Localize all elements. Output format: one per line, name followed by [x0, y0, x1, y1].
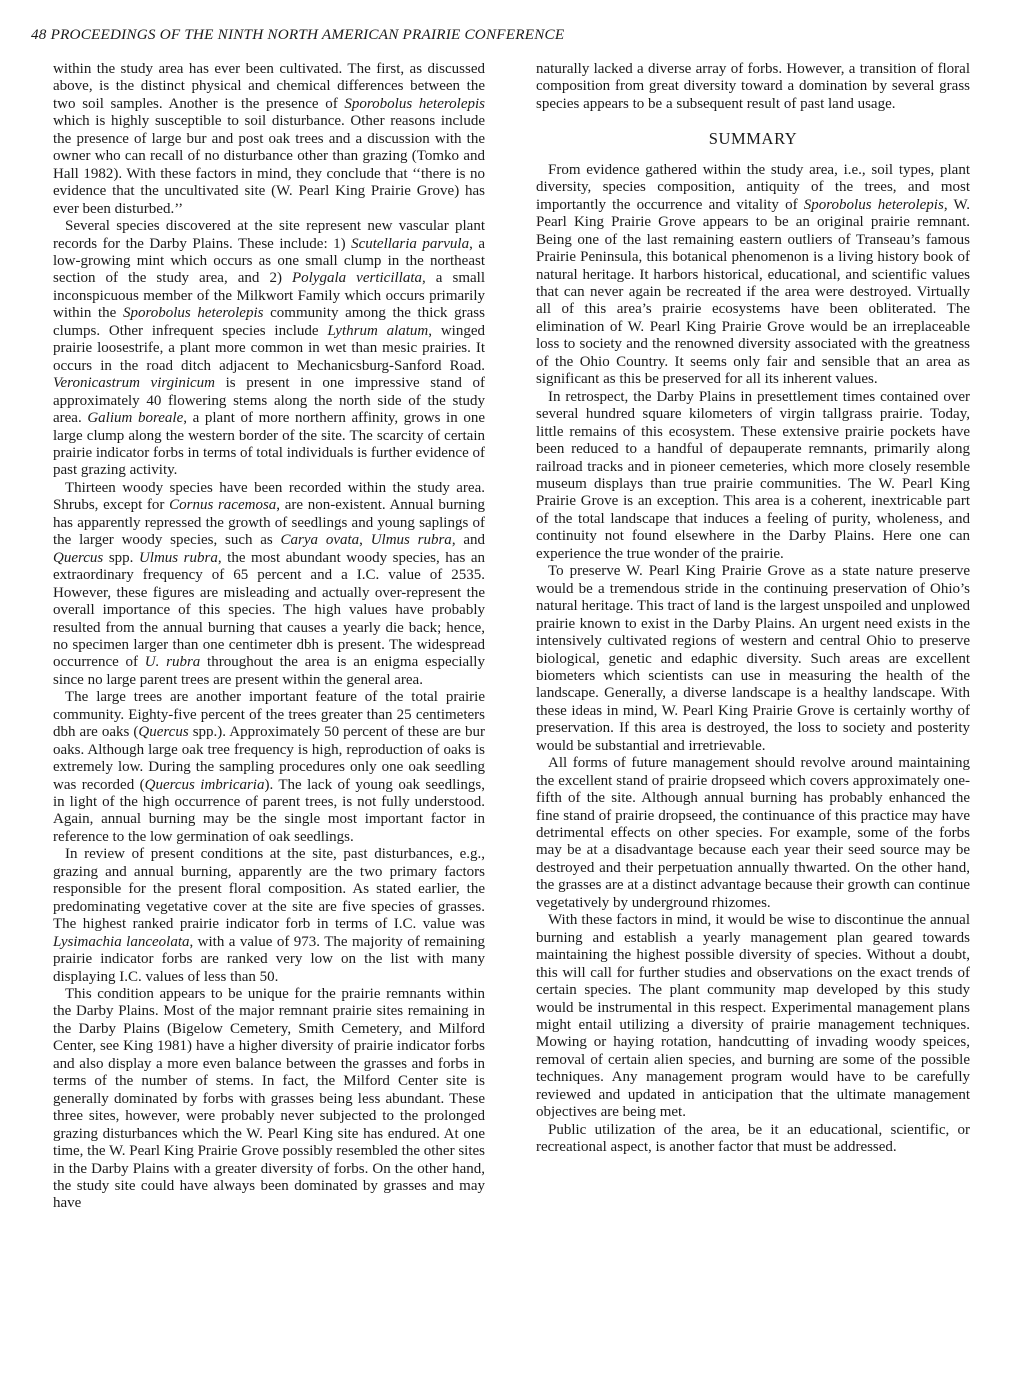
- body-paragraph: Several species discovered at the site represent new vascular plant records for the Darby Plains. These include: 1) Scutellaria parvula, a low-growing mint which occurs as one small clump in the northeast section of the study area, and 2) Polygala verticillata, a small inconspicuous member of the Milkwort Family which occurs primarily within the Sporobolus heterolepis community among the thick grass clumps. Other infrequent species include Lythrum alatum, winged prairie loosestrife, a plant more common in wet than mesic prairies. It occurs in the road ditch adjacent to Mechanicsburg-Sanford Road. Veronicastrum virginicum is present in one impressive stand of approximately 40 flowering stems along the north side of the study area. Galium boreale, a plant of more northern affinity, grows in one large clump along the western border of the site. The scarcity of certain prairie indicator forbs in terms of total individuals is further evidence of past grazing activity.: [53, 218, 485, 479]
- species-name: Cornus racemosa: [169, 497, 277, 514]
- body-paragraph: This condition appears to be unique for the prairie remnants within the Darby Plains. Most of the major remnant prairie sites remaining in the Darby Plains (Bigelow Cemetery, Smith Cemetery, and Milford Center, see King 1981) have a higher diversity of prairie indicator forbs and also display a more even balance between the grasses and forbs in terms of the number of stems. In fact, the Milford Center site is generally dominated by forbs with grasses being less abundant. These three sites, however, were probably never subjected to the prolonged grazing disturbances which the W. Pearl King site has endured. At one time, the W. Pearl King Prairie Grove possibly resembled the other sites in the Darby Plains with a greater diversity of forbs. On the other hand, the study site could have always been dominated by grasses and may have: [53, 986, 485, 1212]
- species-name: Ulmus rubra: [370, 532, 452, 549]
- species-name: Quercus: [138, 724, 189, 741]
- species-name: Ulmus rubra: [138, 549, 218, 566]
- species-name: Quercus: [53, 549, 104, 566]
- running-header: [31, 26, 991, 44]
- species-name: Polygala verticillata: [291, 270, 422, 287]
- body-paragraph: within the study area has ever been cultivated. The first, as discussed above, is the distinct physical and chemical differences between the two soil samples. Another is the presence of Sporobolus heterolepis which is highly susceptible to soil disturbance. Other reasons include the presence of large bur and post oak trees and a discussion with the owner who can recall of no disturbance other than grazing (Tomko and Hall 1982). With these factors in mind, they conclude that ‘‘there is no evidence that the uncultivated site (W. Pearl King Prairie Grove) has ever been disturbed.’’: [53, 61, 485, 217]
- species-name: Veronicastrum virginicum: [53, 375, 215, 392]
- species-name: Galium boreale: [87, 410, 184, 427]
- body-paragraph: To preserve W. Pearl King Prairie Grove as a state nature preserve would be a tremendous stride in the continuing preservation of Ohio’s natural heritage. This tract of land is the largest unspoiled and unplowed prairie known to exist in the Darby Plains. An urgent need exists in the intensively cultivated regions of western and central Ohio to preserve biological, genetic and edaphic diversity. Such areas are excellent biometers which scientists can use in measuring the health of the landscape. Generally, a diverse landscape is a healthy landscape. With these ideas in mind, W. Pearl King Prairie Grove is certainly worthy of preservation. If this area is destroyed, the loss to society and posterity would be substantial and irretrievable.: [536, 563, 970, 754]
- body-paragraph: Public utilization of the area, be it an educational, scientific, or recreational aspect, is another factor that must be addressed.: [536, 1121, 970, 1156]
- species-name: Sporobolus heterolepis: [344, 95, 485, 112]
- species-name: Quercus imbricaria: [144, 776, 265, 793]
- species-name: Lysimachia lanceolata: [53, 933, 190, 950]
- body-paragraph: In retrospect, the Darby Plains in presettlement times contained over several hundred square kilometers of virgin tallgrass prairie. Today, little remains of this ecosystem. These extensive prairie pockets have been reduced to a handful of depauperate remnants, primarily along railroad tracks and in pioneer cemeteries, which more closely resemble museum displays than true prairie communities. The W. Pearl King Prairie Grove is an exception. This area is a coherent, inextricable part of the total landscape that induces a feeling of purity, wholeness, and continuity not found elsewhere in the Darby Plains. Here one can experience the true wonder of the prairie.: [536, 388, 970, 562]
- running-title: PROCEEDINGS OF THE NINTH NORTH AMERICAN PRAIRIE CONFERENCE: [50, 26, 565, 43]
- section-heading-summary: SUMMARY: [708, 129, 798, 149]
- body-paragraph: In review of present conditions at the site, past disturbances, e.g., grazing and annual burning, apparently are the two primary factors responsible for the present floral composition. As stated earlier, the predominating vegetative cover at the site are five species of grasses. The highest ranked prairie indicator forb in terms of I.C. value was Lysimachia lanceolata, with a value of 973. The majority of remaining prairie indicator forbs are ranked very low on the list with many displaying I.C. values of less than 50.: [53, 846, 485, 985]
- body-paragraph: Thirteen woody species have been recorded within the study area. Shrubs, except for Cornus racemosa, are non-existent. Annual burning has apparently repressed the growth of seedlings and young saplings of the larger woody species, such as Carya ovata, Ulmus rubra, and Quercus spp. Ulmus rubra, the most abundant woody species, has an extraordinary frequency of 65 percent and a I.C. value of 2535. However, these figures are misleading and actually over-represent the overall importance of this species. The high values have probably resulted from the annual burning that causes a yearly die back; hence, no specimen larger than one centimeter dbh is present. The widespread occurrence of U. rubra throughout the area is an enigma especially since no large parent trees are present within the general area.: [53, 479, 485, 688]
- body-paragraph: From evidence gathered within the study area, i.e., soil types, plant diversity, species composition, antiquity of the trees, and most importantly the occurrence and vitality of Sporobolus heterolepis, W. Pearl King Prairie Grove appears to be an original prairie remnant. Being one of the last remaining eastern outliers of Transeau’s famous Prairie Peninsula, this botanical phenomenon is a living history book of natural heritage. It harbors historical, educational, and scientific values that can never again be recreated if the area were destroyed. Virtually all of this area’s prairie ecosystems have been obliterated. The elimination of W. Pearl King Prairie Grove would be an irreplaceable loss to society and the renowned diversity associated with the greatness of the Ohio Country. It seems only fair and sensible that an area as significant as this be preserved for all its inherent values.: [536, 161, 970, 388]
- species-name: Lythrum alatum: [327, 322, 429, 339]
- body-paragraph: The large trees are another important feature of the total prairie community. Eighty-five percent of the trees greater than 25 centimeters dbh are oaks (Quercus spp.). Approximately 50 percent of these are bur oaks. Although large oak tree frequency is high, reproduction of oaks is extremely low. During the sampling procedures only one oak seedling was recorded (Quercus imbricaria). The lack of young oak seedlings, in light of the high occurrence of parent trees, is not fully understood. Again, annual burning may be the single most important factor in reference to the low germination of oak seedlings.: [53, 689, 485, 845]
- body-paragraph: naturally lacked a diverse array of forbs. However, a transition of floral composition from great diversity toward a domination by several grass species appears to be a subsequent result of past land usage.: [536, 61, 970, 112]
- left-column: [53, 61, 485, 1213]
- species-name: Sporobolus heterolepis: [803, 196, 944, 213]
- species-name: Scutellaria parvula: [351, 235, 470, 252]
- body-paragraph: With these factors in mind, it would be wise to discontinue the annual burning and establish a yearly management plan geared towards maintaining the highest possible diversity of species. Without a doubt, this will call for further studies and observations on the exact trends of certain species. The plant community map developed by this study would be instrumental in this respect. Experimental management plans might entail utilizing a diversity of prairie management techniques. Mowing or haying rotation, handcutting of invading woody speices, removal of certain alien species, and burning are some of the possible techniques. Any management program would have to be carefully reviewed and updated in anticipation that the ultimate management objectives are being met.: [536, 912, 970, 1121]
- right-column: [536, 61, 970, 1157]
- body-paragraph: All forms of future management should revolve around maintaining the excellent stand of prairie dropseed which covers approximately one-fifth of the site. Although annual burning has probably enhanced the fine stand of prairie dropseed, the continuance of this practice may have detrimental effects on other species. For example, some of the forbs may be at a disadvantage because each year their seed source may be destroyed and their perpetuation annually thwarted. On the other hand, the grasses are at a distinct advantage because their growth can continue vegetatively by underground rhizomes.: [536, 755, 970, 911]
- species-name: Sporobolus heterolepis: [122, 305, 264, 322]
- species-name: U. rubra: [144, 654, 201, 671]
- page-number: 48: [31, 26, 47, 43]
- species-name: Carya ovata: [280, 532, 360, 549]
